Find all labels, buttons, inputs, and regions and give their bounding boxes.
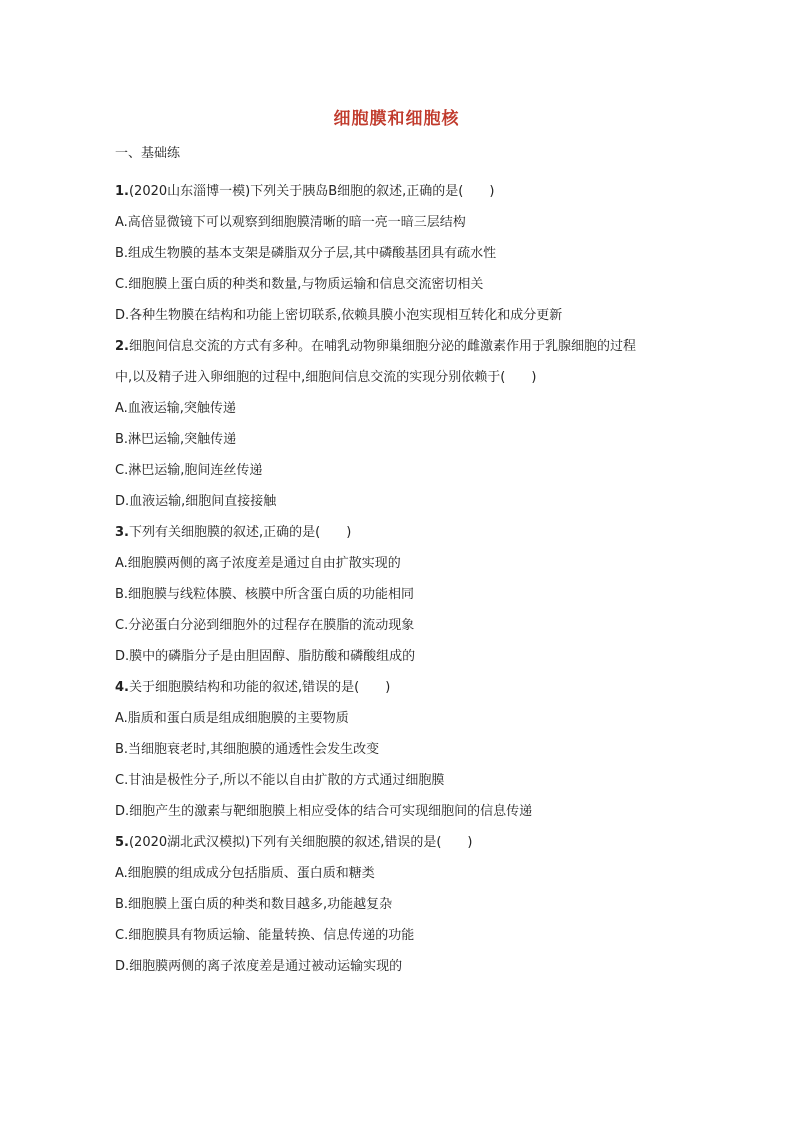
option-a: A.高倍显微镜下可以观察到细胞膜清晰的暗一亮一暗三层结构	[115, 215, 466, 230]
question-2-stem	[115, 331, 690, 362]
question-number: 4.	[115, 680, 129, 695]
question-1	[115, 176, 690, 331]
question-text: 关于细胞膜结构和功能的叙述,错误的是( )	[128, 680, 391, 695]
question-number: 1.	[115, 184, 129, 199]
question-4-stem	[115, 672, 690, 703]
question-number: 2.	[115, 339, 129, 354]
option-b: B.淋巴运输,突触传递	[115, 432, 237, 447]
question-3	[115, 517, 690, 672]
section-heading: 一、基础练	[115, 146, 181, 161]
option-d: D.血液运输,细胞间直接接触	[115, 494, 277, 509]
question-5	[115, 827, 690, 982]
question-text: (2020湖北武汉模拟)下列有关细胞膜的叙述,错误的是( )	[128, 835, 473, 850]
question-text: 下列有关细胞膜的叙述,正确的是( )	[128, 525, 352, 540]
option-c: C.细胞膜上蛋白质的种类和数量,与物质运输和信息交流密切相关	[115, 277, 484, 292]
option-c: C.淋巴运输,胞间连丝传递	[115, 463, 263, 478]
option-a: A.脂质和蛋白质是组成细胞膜的主要物质	[115, 711, 349, 726]
question-text: 细胞间信息交流的方式有多种。在哺乳动物卵巢细胞分泌的雌激素作用于乳腺细胞的过程	[128, 339, 636, 354]
question-number: 3.	[115, 525, 129, 540]
option-b: B.细胞膜与线粒体膜、核膜中所含蛋白质的功能相同	[115, 587, 415, 602]
question-number: 5.	[115, 835, 129, 850]
option-c: C.细胞膜具有物质运输、能量转换、信息传递的功能	[115, 928, 415, 943]
option-b: B.组成生物膜的基本支架是磷脂双分子层,其中磷酸基团具有疏水性	[115, 246, 497, 261]
question-4	[115, 672, 690, 827]
exercise-content	[115, 144, 690, 982]
option-d: D.细胞产生的激素与靶细胞膜上相应受体的结合可实现细胞间的信息传递	[115, 804, 533, 819]
option-d: D.细胞膜两侧的离子浓度差是通过被动运输实现的	[115, 959, 403, 974]
option-d: D.膜中的磷脂分子是由胆固醇、脂肪酸和磷酸组成的	[115, 649, 416, 664]
question-1-stem	[115, 176, 690, 207]
page-title: 细胞膜和细胞核	[333, 109, 460, 129]
option-c: C.分泌蛋白分泌到细胞外的过程存在膜脂的流动现象	[115, 618, 415, 633]
option-a: A.细胞膜两侧的离子浓度差是通过自由扩散实现的	[115, 556, 401, 571]
question-3-stem	[115, 517, 690, 548]
option-a: A.细胞膜的组成成分包括脂质、蛋白质和糖类	[115, 866, 375, 881]
option-b: B.当细胞衰老时,其细胞膜的通透性会发生改变	[115, 742, 380, 757]
question-2	[115, 331, 690, 517]
question-5-stem	[115, 827, 690, 858]
question-text: (2020山东淄博一模)下列关于胰岛B细胞的叙述,正确的是( )	[128, 184, 495, 199]
question-2-stem-continued: 中,以及精子进入卵细胞的过程中,细胞间信息交流的实现分别依赖于( )	[115, 370, 537, 385]
option-d: D.各种生物膜在结构和功能上密切联系,依赖具膜小泡实现相互转化和成分更新	[115, 308, 563, 323]
option-c: C.甘油是极性分子,所以不能以自由扩散的方式通过细胞膜	[115, 773, 445, 788]
option-b: B.细胞膜上蛋白质的种类和数目越多,功能越复杂	[115, 897, 393, 912]
option-a: A.血液运输,突触传递	[115, 401, 236, 416]
